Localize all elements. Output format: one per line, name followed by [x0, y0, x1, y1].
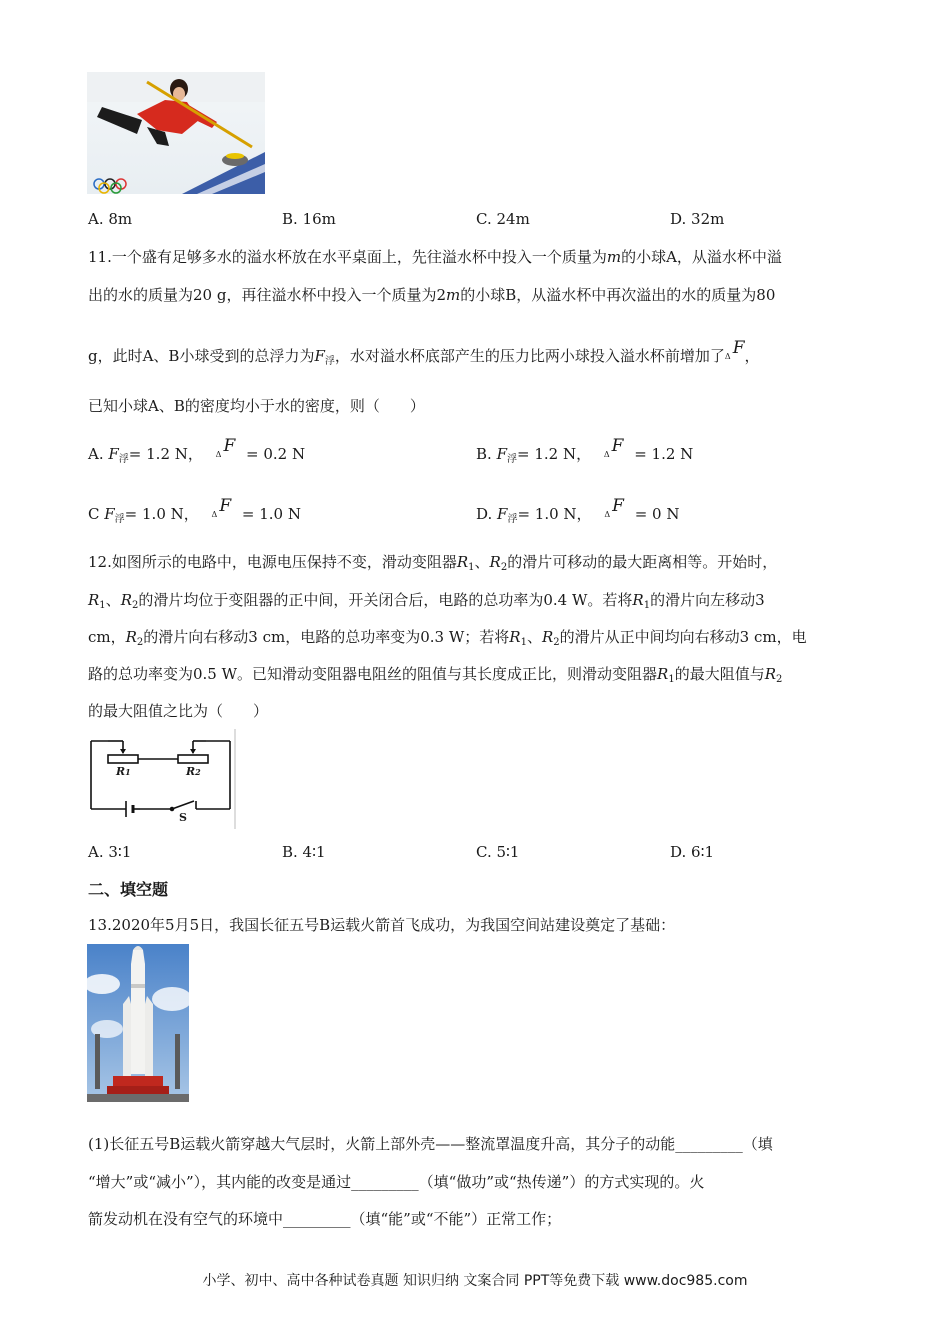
q11-text: 的小球A，从溢水杯中溢: [621, 248, 782, 266]
resistor-symbol: R: [125, 628, 137, 646]
q11-option-b[interactable]: [476, 436, 694, 465]
circuit-r1-subscript: 1: [125, 767, 131, 777]
q12-text: 的最大阻值与: [674, 665, 765, 683]
resistor-symbol: R: [764, 665, 777, 683]
q12-text: 、: [105, 591, 121, 609]
force-symbol: F: [223, 436, 236, 456]
circuit-r2-letter: R: [186, 765, 196, 778]
option-label: A.: [88, 445, 109, 463]
q12-text: 的滑片向左移动3: [650, 591, 765, 609]
resistor-subscript: 2: [131, 600, 139, 611]
curling-photo: [87, 72, 265, 194]
resistor-symbol: R: [632, 591, 644, 609]
q12-text: 的滑片从正中间均向右移动3 cm，电: [559, 628, 807, 646]
resistor-subscript: 2: [500, 562, 508, 573]
delta-symbol: Δ: [724, 352, 731, 361]
q11-text: 出的水的质量为20 g，再往溢水杯中投入一个质量为2: [88, 286, 447, 304]
resistor-subscript: 1: [643, 600, 651, 611]
buoyancy-symbol: F: [497, 505, 508, 523]
q11-line-2: [88, 284, 775, 305]
delta-symbol: Δ: [211, 510, 218, 519]
q11-line-4: 已知小球A、B的密度均小于水的密度，则（ ）: [88, 397, 425, 415]
q12-option-d[interactable]: D. 6∶1: [670, 843, 715, 861]
option-label: D.: [476, 505, 498, 523]
q12-text: 的滑片可移动的最大距离相等。开始时，: [507, 553, 778, 571]
delta-symbol: Δ: [215, 450, 222, 459]
circuit-label-r2: [186, 765, 201, 778]
q12-option-a[interactable]: A. 3∶1: [88, 843, 132, 861]
resistor-subscript: 1: [468, 562, 475, 573]
resistor-subscript: 1: [99, 600, 106, 611]
section-heading-fill-in: 二、填空题: [88, 880, 169, 899]
q12-text: 12.如图所示的电路中，电源电压保持不变，滑动变阻器: [88, 553, 457, 571]
q12-line-4: [88, 663, 782, 684]
q12-option-b[interactable]: B. 4∶1: [282, 843, 326, 861]
circuit-r2-subscript: 2: [195, 767, 201, 777]
circuit-label-switch: S: [179, 811, 187, 824]
q11-mass-symbol: m: [606, 248, 622, 266]
rocket-photo: [87, 944, 189, 1102]
option-value: = 1.2 N，: [128, 445, 203, 463]
buoyancy-subscript: 浮: [324, 356, 335, 367]
resistor-symbol: R: [509, 628, 521, 646]
option-label: C: [88, 505, 105, 523]
q12-text: 、: [474, 553, 490, 571]
q11-line-1: [88, 246, 782, 267]
force-symbol: F: [611, 436, 624, 456]
q11-option-a[interactable]: [88, 436, 306, 465]
circuit-diagram: [88, 729, 238, 829]
buoyancy-subscript: 浮: [114, 514, 125, 525]
q11-text: g，此时A、B小球受到的总浮力为: [88, 347, 315, 365]
buoyancy-symbol: F: [496, 445, 507, 463]
q10-option-a[interactable]: A. 8m: [88, 210, 133, 228]
option-value: = 1.0 N: [241, 505, 301, 523]
resistor-symbol: R: [541, 628, 554, 646]
buoyancy-subscript: 浮: [507, 514, 518, 525]
q13-intro: 13.2020年5月5日，我国长征五号B运载火箭首飞成功，为我国空间站建设奠定了基础：: [88, 916, 676, 934]
resistor-subscript: 2: [136, 637, 144, 648]
resistor-symbol: R: [657, 665, 669, 683]
circuit-graphic: [88, 729, 238, 829]
option-value: = 1.2 N: [634, 445, 694, 463]
resistor-symbol: R: [120, 591, 132, 609]
circuit-label-r1: [116, 765, 131, 778]
resistor-symbol: R: [88, 591, 100, 609]
circuit-r1-letter: R: [116, 765, 126, 778]
q12-text: 的滑片均位于变阻器的正中间，开关闭合后，电路的总功率为0.4 W。若将: [138, 591, 633, 609]
resistor-subscript: 1: [520, 637, 527, 648]
resistor-symbol: R: [456, 553, 469, 571]
q11-text: 11.一个盛有足够多水的溢水杯放在水平桌面上，先往溢水杯中投入一个质量为: [88, 248, 607, 266]
q10-option-b[interactable]: B. 16m: [282, 210, 336, 228]
option-value: = 0 N: [634, 505, 680, 523]
q11-mass-symbol: m: [446, 286, 461, 304]
buoyancy-symbol: F: [314, 347, 325, 365]
q12-line-2: [88, 589, 765, 610]
force-symbol: F: [732, 338, 745, 358]
option-value: = 0.2 N: [246, 445, 306, 463]
q12-text: 的滑片向右移动3 cm，电路的总功率变为0.3 W；若将: [143, 628, 510, 646]
q11-option-d[interactable]: [476, 496, 680, 525]
page-footer: 小学、初中、高中各种试卷真题 知识归纳 文案合同 PPT等免费下载 www.doc985.com: [202, 1273, 748, 1289]
rocket-photo-graphic: [87, 944, 189, 1102]
q13-part1-line1: (1)长征五号B运载火箭穿越大气层时，火箭上部外壳——整流罩温度升高，其分子的动能_________（填: [88, 1135, 773, 1153]
q11-text: 的小球B，从溢水杯中再次溢出的水的质量为80: [460, 286, 776, 304]
option-value: = 1.0 N，: [124, 505, 199, 523]
q10-option-d[interactable]: D. 32m: [670, 210, 725, 228]
option-value: = 1.0 N，: [517, 505, 592, 523]
curling-photo-graphic: [87, 72, 265, 194]
q11-option-c[interactable]: [88, 496, 301, 525]
q12-line-5: 的最大阻值之比为（ ）: [88, 702, 269, 720]
q11-text: ，: [744, 347, 760, 365]
buoyancy-symbol: F: [104, 505, 115, 523]
resistor-symbol: R: [489, 553, 501, 571]
buoyancy-symbol: F: [108, 445, 119, 463]
q11-line-3: [88, 338, 760, 367]
q12-line-3: [88, 626, 807, 647]
resistor-subscript: 1: [668, 674, 675, 685]
force-symbol: F: [612, 496, 624, 516]
q12-option-c[interactable]: C. 5∶1: [476, 843, 520, 861]
q13-part1-line2: “增大”或“减小”），其内能的改变是通过_________（填“做功”或“热传递”）的方式实现的。火: [88, 1173, 705, 1191]
buoyancy-subscript: 浮: [506, 454, 517, 465]
delta-symbol: Δ: [604, 510, 611, 519]
resistor-subscript: 2: [776, 674, 783, 685]
q12-text: 、: [526, 628, 542, 646]
resistor-subscript: 2: [553, 637, 560, 648]
option-label: B.: [476, 445, 497, 463]
q13-part1-line3: 箭发动机在没有空气的环境中_________（填“能”或“不能”）正常工作；: [88, 1210, 562, 1228]
q10-option-c[interactable]: C. 24m: [476, 210, 530, 228]
option-value: = 1.2 N，: [516, 445, 592, 463]
delta-symbol: Δ: [603, 450, 610, 459]
q11-text: ，水对溢水杯底部产生的压力比两小球投入溢水杯前增加了: [334, 347, 725, 365]
buoyancy-subscript: 浮: [118, 454, 129, 465]
q12-text: 路的总功率变为0.5 W。已知滑动变阻器电阻丝的阻值与其长度成正比，则滑动变阻器: [88, 665, 658, 683]
q12-line-1: [88, 551, 777, 572]
force-symbol: F: [219, 496, 232, 516]
q12-text: cm，: [88, 628, 126, 646]
